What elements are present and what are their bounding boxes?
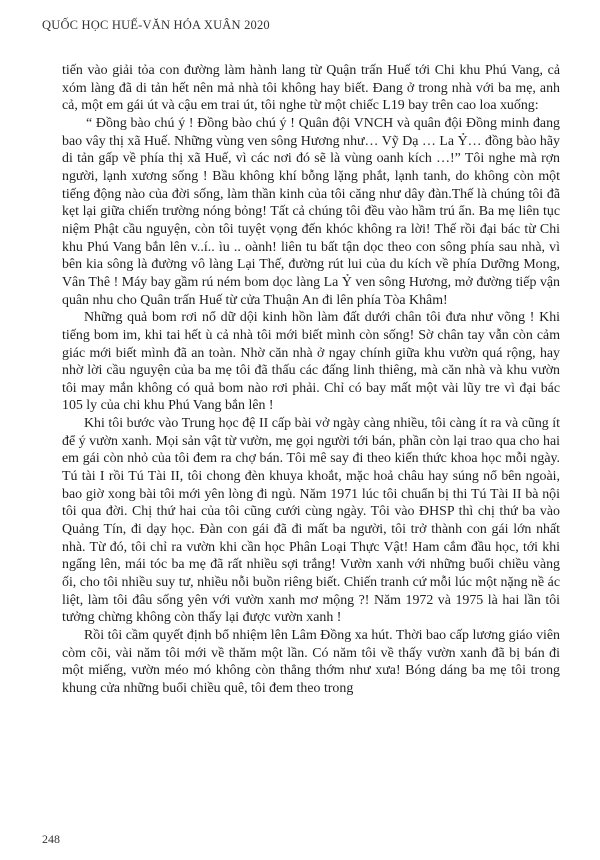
paragraph-loudspeaker-quote: “ Đồng bào chú ý ! Đồng bào chú ý ! Quân đội VNCH và quân đội Đồng minh đang bao vây thị xã Huế. Những vùng ven sông Hương như… Vỹ Dạ … La Ỷ… đồng bào hãy di tản gấp về phía thị xã Huế, vì các nơi đó sẽ là vùng oanh kích …!” Tôi nghe mà rợn người, lạnh xương sống ! Bầu không khí bỗng lặng phắt, lạnh tanh, do không còn một tiếng động nào của đời sống, làm thần kinh của tôi căng như dây đàn.Thế là chúng tôi đã kẹt lại giữa chiến trường nóng bỏng! Tất cả chúng tôi đều vào hầm trú ẩn. Ba mẹ liên tục niệm Phật cầu nguyện, còn tôi tuyệt vọng đến khóc không ra lời! Thế rồi đại bác từ Chi khu Phú Vang bắn lên v..í.. ìu .. oành! liên tu bất tận dọc theo con sông phía sau nhà, vì bên kia sông là đường vô làng Lại Thế, đường rút lui của du kích về phía Dưỡng Mong, Vân Thê ! Máy bay gầm rú ném bom dọc làng La Ỷ ven sông Hương, mở đường tiếp vận quân nhu cho Quân trấn Huế từ cửa Thuận An đi lên phía Tòa Khâm! [62, 115, 560, 308]
page-number: 248 [42, 832, 60, 846]
paragraph-school-years: Khi tôi bước vào Trung học đệ II cấp bài vở ngày càng nhiều, tôi càng ít ra và cũng ít để ý vườn xanh. Mọi sản vật từ vườn, mẹ gọi người tới bán, phần còn lại trao qua cho hai em gái còn nhỏ của tôi đem ra chợ bán. Tôi mê say đi theo kiến thức khoa học mỗi ngày. Tú tài I rồi Tú Tài II, tôi chong đèn khuya khoắt, mặc hoả châu hay súng nổ bên ngoài, bao giờ xong bài tôi mới yên lòng đi ngủ. Năm 1971 lúc tôi chuẩn bị thi Tú Tài II bà nội tôi qua đời. Chị thứ hai của tôi cũng cưới cùng ngày. Tôi vào ĐHSP thì chị thứ ba vào Quảng Tín, đi dạy học. Đàn con gái đã đi mất ba người, tôi trở thành con gái lớn nhất nhà. Từ đó, tôi chỉ ra vườn khi cần học Phân Loại Thực Vật! Ham cắm đầu học, tới khi ngẩng lên, mái tóc ba mẹ đã rất nhiều sợi trắng! Vườn xanh với những buổi chiều vàng ối, cho tôi nhiều suy tư, nhiều nỗi buồn riêng biết. Chiến tranh cứ mỗi lúc một nặng nề ác liệt, làm tôi đâu sống yên với vườn xanh mơ mộng ?! Năm 1972 và 1975 là hai lần tôi tưởng chừng không còn thấy lại được vườn xanh ! [62, 416, 560, 626]
paragraph-lam-dong: Rồi tôi cầm quyết định bổ nhiệm lên Lâm Đồng xa hút. Thời bao cấp lương giáo viên còm cõi, vài năm tôi mới về thăm một lần. Có năm tôi về thấy vườn xanh đã bị bán đi một miếng, vườn méo mó không còn thẳng thớm như xưa! Bóng dáng ba mẹ tôi trong khung cửa những buổi chiều quê, tôi đem theo trong [62, 628, 560, 696]
paragraph-bombing: Những quả bom rơi nổ dữ dội kinh hồn làm đất dưới chân tôi đưa như võng ! Khi tiếng bom im, khi tai hết ù cả nhà tôi mới biết mình còn sống! Sờ chân tay vẫn còn cảm giác mới biết mình đã an toàn. Nhờ căn nhà ở ngay chính giữa khu vườn quá rộng, hay nhờ lời cầu nguyện của ba mẹ tôi đã thấu các đấng linh thiêng, mà căn nhà và khu vườn tôi may mắn không có quả bom nào rơi phải. Chỉ có bay mất một vài lũy tre vì đại bác 105 ly của chi khu Phú Vang bắn lên ! [62, 310, 560, 414]
article-body [62, 62, 560, 698]
running-header: QUỐC HỌC HUẾ-VĂN HÓA XUÂN 2020 [42, 18, 270, 32]
paragraph-continuation: tiến vào giải tỏa con đường làm hành lang từ Quận trấn Huế tới Chi khu Phú Vang, cả xóm làng đã di tản hết nên mả nhà tôi không hay biết. Đang ở trong nhà với ba mẹ, anh cả, một em gái út và cậu em trai út, tôi nghe từ một chiếc L19 bay trên cao loa xuống: [62, 63, 560, 114]
